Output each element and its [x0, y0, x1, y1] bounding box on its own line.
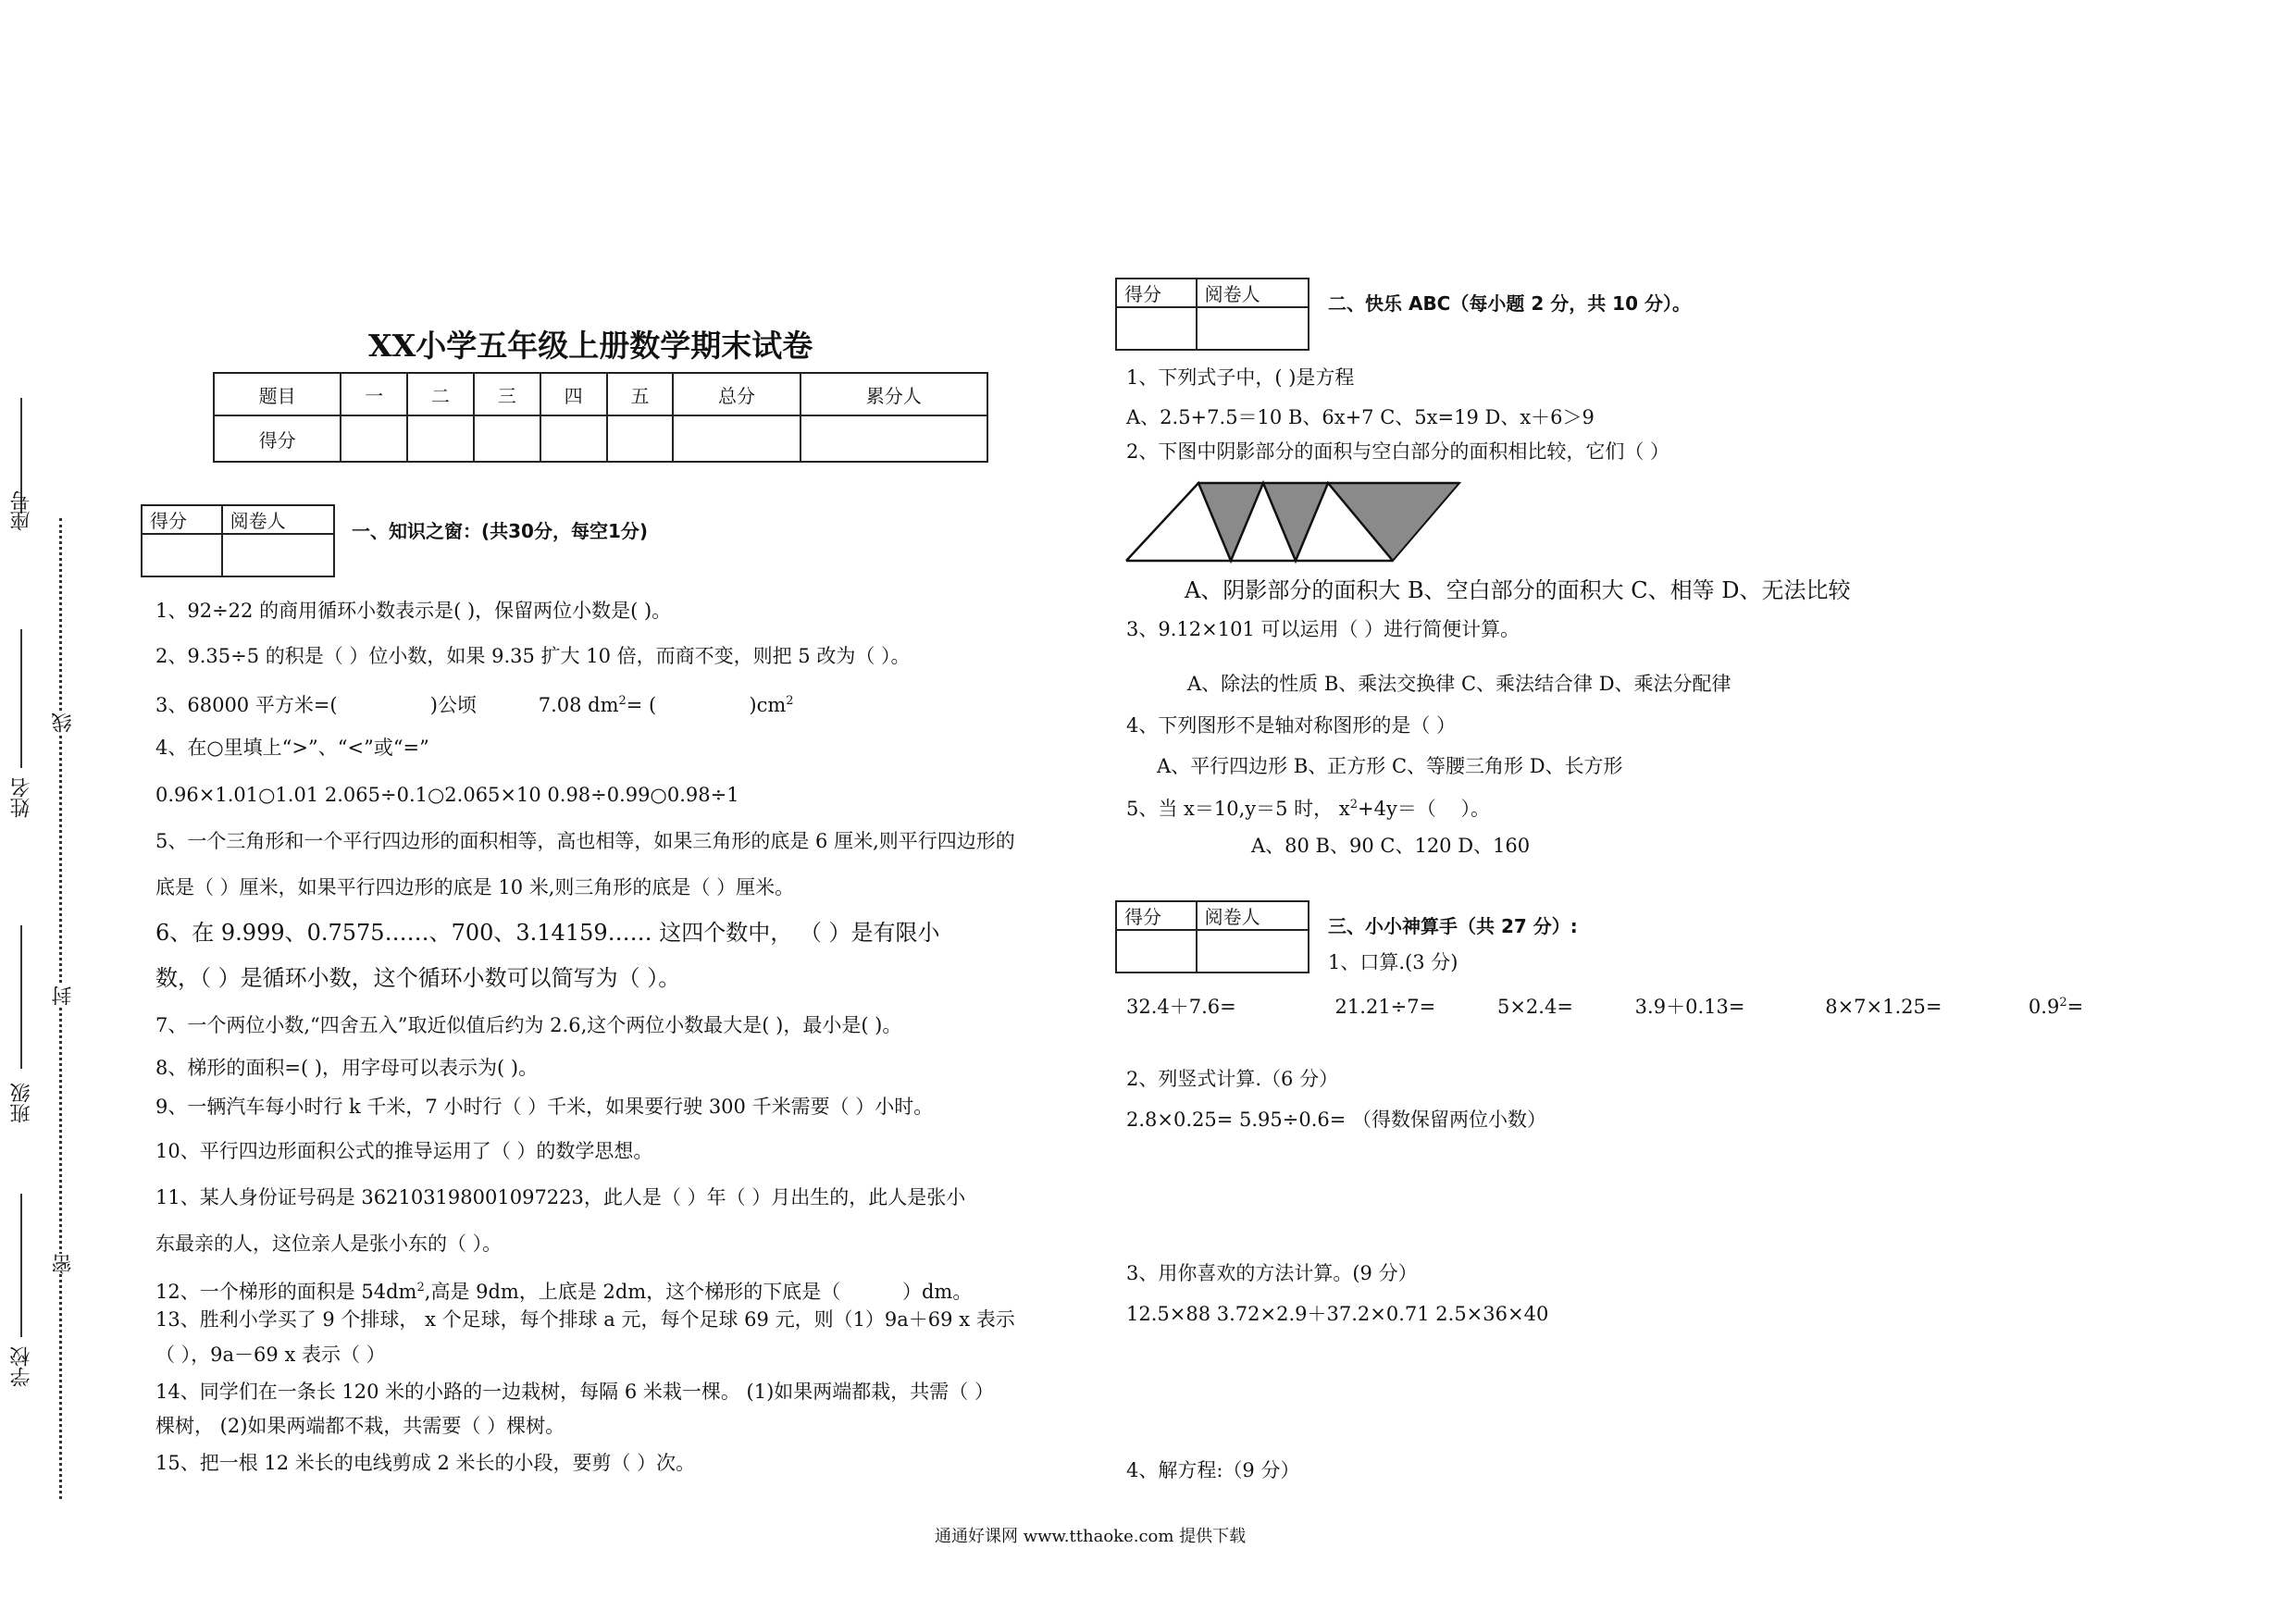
score-label: 得分 [1116, 901, 1197, 930]
question-4: 4、在○里填上“>”、“<”或“=” [155, 737, 429, 759]
seat-number-label: 座号 [10, 490, 33, 531]
calc-part-2-items: 2.8×0.25= 5.95÷0.6= （得数保留两位小数） [1126, 1109, 1547, 1131]
question-5b: 底是（ ）厘米，如果平行四边形的底是 10 米,则三角形的底是（ ）厘米。 [155, 876, 795, 898]
name-label: 姓名 [10, 777, 33, 818]
class-blank[interactable] [20, 925, 22, 1069]
school-label: 学校 [10, 1346, 33, 1387]
calc-part-2: 2、列竖式计算.（6 分） [1126, 1068, 1339, 1090]
question-11a: 11、某人身份证号码是 362103198001097223，此人是（ ）年（ ）月出生的，此人是张小 [155, 1186, 966, 1208]
table-header: 总分 [673, 373, 800, 415]
reviewer-cell[interactable] [1197, 307, 1309, 350]
question-8: 8、梯形的面积=( )，用字母可以表示为( )。 [155, 1057, 539, 1079]
score-cell[interactable] [1116, 930, 1197, 973]
score-cell[interactable] [607, 415, 674, 462]
score-cell[interactable] [1116, 307, 1197, 350]
section3-heading: 三、小小神算手（共 27 分）: [1328, 915, 1578, 937]
score-cell[interactable] [407, 415, 474, 462]
mc-question-5-options: A、80 B、90 C、120 D、160 [1251, 835, 1531, 857]
binding-dotted-line [59, 518, 62, 1499]
section1-heading: 一、知识之窗：(共30分，每空1分) [352, 520, 649, 542]
calc-part-1: 1、口算.(3 分) [1328, 951, 1458, 973]
question-9: 9、一辆汽车每小时行 k 千米，7 小时行（ ）千米，如果要行驶 300 千米需要（ ）小时。 [155, 1096, 934, 1118]
page-title: XX小学五年级上册数学期末试卷 [368, 328, 813, 364]
section1-score-box [141, 504, 335, 577]
reviewer-label: 阅卷人 [1197, 279, 1309, 307]
calc-part-1-items: 32.4＋7.6= 21.21÷7= 5×2.4= 3.9＋0.13= 8×7×1.25= $0.9^2=$ [1126, 996, 2084, 1018]
question-7: 7、一个两位小数,“四舍五入”取近似值后约为 2.6,这个两位小数最大是( )，最小是( )。 [155, 1014, 902, 1036]
mc-question-3: 3、9.12×101 可以运用（ ）进行简便计算。 [1126, 618, 1520, 640]
score-cell[interactable] [474, 415, 540, 462]
score-cell[interactable] [142, 534, 222, 576]
question-13b: （ ），9a－69 x 表示（ ） [155, 1344, 386, 1366]
question-14b: 棵树， (2)如果两端都不栽，共需要（ ）棵树。 [155, 1415, 565, 1437]
reviewer-label: 阅卷人 [1197, 901, 1309, 930]
calc-part-4: 4、解方程:（9 分） [1126, 1459, 1300, 1481]
table-row-label: 得分 [214, 415, 341, 462]
score-cell[interactable] [341, 415, 407, 462]
seal-char-secret: 密 [49, 1254, 78, 1274]
score-cell[interactable] [800, 415, 987, 462]
mc-question-1-options: A、2.5+7.5＝10 B、6x+7 C、5x=19 D、x＋6＞9 [1126, 406, 1595, 428]
footer-credit: 通通好课网 www.tthaoke.com 提供下载 [935, 1527, 1247, 1546]
class-label: 班级 [10, 1083, 33, 1123]
question-3: 3、68000 平方米=( )公顷 7.08 $dm^2=$ ( )$cm^2$ [155, 694, 794, 716]
mc-question-2: 2、下图中阴影部分的面积与空白部分的面积相比较，它们（ ） [1126, 440, 1670, 463]
table-header: 三 [474, 373, 540, 415]
mc-question-5: 5、当 x＝10,y＝5 时， $x^2+4y=$（ ）。 [1126, 798, 1491, 820]
question-12: 12、一个梯形的面积是 $54dm^2$,高是 9dm，上底是 2dm，这个梯形的下底是（ ）dm。 [155, 1281, 973, 1303]
question-11b: 东最亲的人，这位亲人是张小东的（ ）。 [155, 1233, 503, 1255]
question-1: 1、92÷22 的商用循环小数表示是( )，保留两位小数是( )。 [155, 600, 672, 622]
table-header: 二 [407, 373, 474, 415]
section2-score-box [1115, 278, 1309, 351]
shaded-triangle [1198, 483, 1263, 561]
question-13a: 13、胜利小学买了 9 个排球， x 个足球，每个排球 a 元，每个足球 69 元，则（1）9a＋69 x 表示 [155, 1308, 1015, 1331]
shaded-triangles-figure [1124, 479, 1467, 564]
mc-question-4-options: A、平行四边形 B、正方形 C、等腰三角形 D、长方形 [1157, 755, 1623, 777]
shaded-triangle [1328, 483, 1459, 561]
table-header: 累分人 [800, 373, 987, 415]
mc-question-2-options: A、阴影部分的面积大 B、空白部分的面积大 C、相等 D、无法比较 [1185, 577, 1851, 603]
table-header: 题目 [214, 373, 341, 415]
table-header: 四 [540, 373, 607, 415]
question-10: 10、平行四边形面积公式的推导运用了（ ）的数学思想。 [155, 1140, 653, 1162]
table-header: 一 [341, 373, 407, 415]
reviewer-label: 阅卷人 [222, 505, 334, 534]
shaded-triangle [1263, 483, 1328, 561]
calc-part-3-items: 12.5×88 3.72×2.9＋37.2×0.71 2.5×36×40 [1126, 1303, 1549, 1325]
section2-heading: 二、快乐 ABC（每小题 2 分，共 10 分）。 [1328, 292, 1691, 315]
school-blank[interactable] [20, 1194, 22, 1337]
mc-question-1: 1、下列式子中，( )是方程 [1126, 366, 1355, 389]
seal-char-seal: 封 [49, 985, 78, 1006]
score-label: 得分 [1116, 279, 1197, 307]
score-cell[interactable] [540, 415, 607, 462]
question-2: 2、9.35÷5 的积是（ ）位小数，如果 9.35 扩大 10 倍，而商不变，则把 5 改为（ ）。 [155, 645, 911, 667]
calc-part-3: 3、用你喜欢的方法计算。(9 分） [1126, 1262, 1418, 1284]
table-header: 五 [607, 373, 674, 415]
question-15: 15、把一根 12 米长的电线剪成 2 米长的小段，要剪（ ）次。 [155, 1452, 696, 1474]
question-6a: 6、在 9.999、0.7575……、700、3.14159…… 这四个数中， （ ）是有限小 [155, 920, 940, 946]
section3-score-box [1115, 900, 1309, 973]
question-14a: 14、同学们在一条长 120 米的小路的一边栽树，每隔 6 米栽一棵。 (1)如果两端都栽，共需（ ） [155, 1381, 994, 1403]
score-summary-table [213, 372, 988, 463]
seal-char-line: 线 [49, 712, 78, 733]
mc-question-4: 4、下列图形不是轴对称图形的是（ ） [1126, 714, 1457, 737]
score-label: 得分 [142, 505, 222, 534]
name-blank[interactable] [20, 629, 22, 768]
reviewer-cell[interactable] [1197, 930, 1309, 973]
question-5a: 5、一个三角形和一个平行四边形的面积相等，高也相等，如果三角形的底是 6 厘米,则平行四边形的 [155, 830, 1015, 852]
mc-question-3-options: A、除法的性质 B、乘法交换律 C、乘法结合律 D、乘法分配律 [1187, 673, 1731, 695]
question-6b: 数，（ ）是循环小数，这个循环小数可以简写为（ ）。 [155, 965, 681, 991]
score-cell[interactable] [673, 415, 800, 462]
question-4-items: 0.96×1.01○1.01 2.065÷0.1○2.065×10 0.98÷0.99○0.98÷1 [155, 784, 739, 806]
reviewer-cell[interactable] [222, 534, 334, 576]
